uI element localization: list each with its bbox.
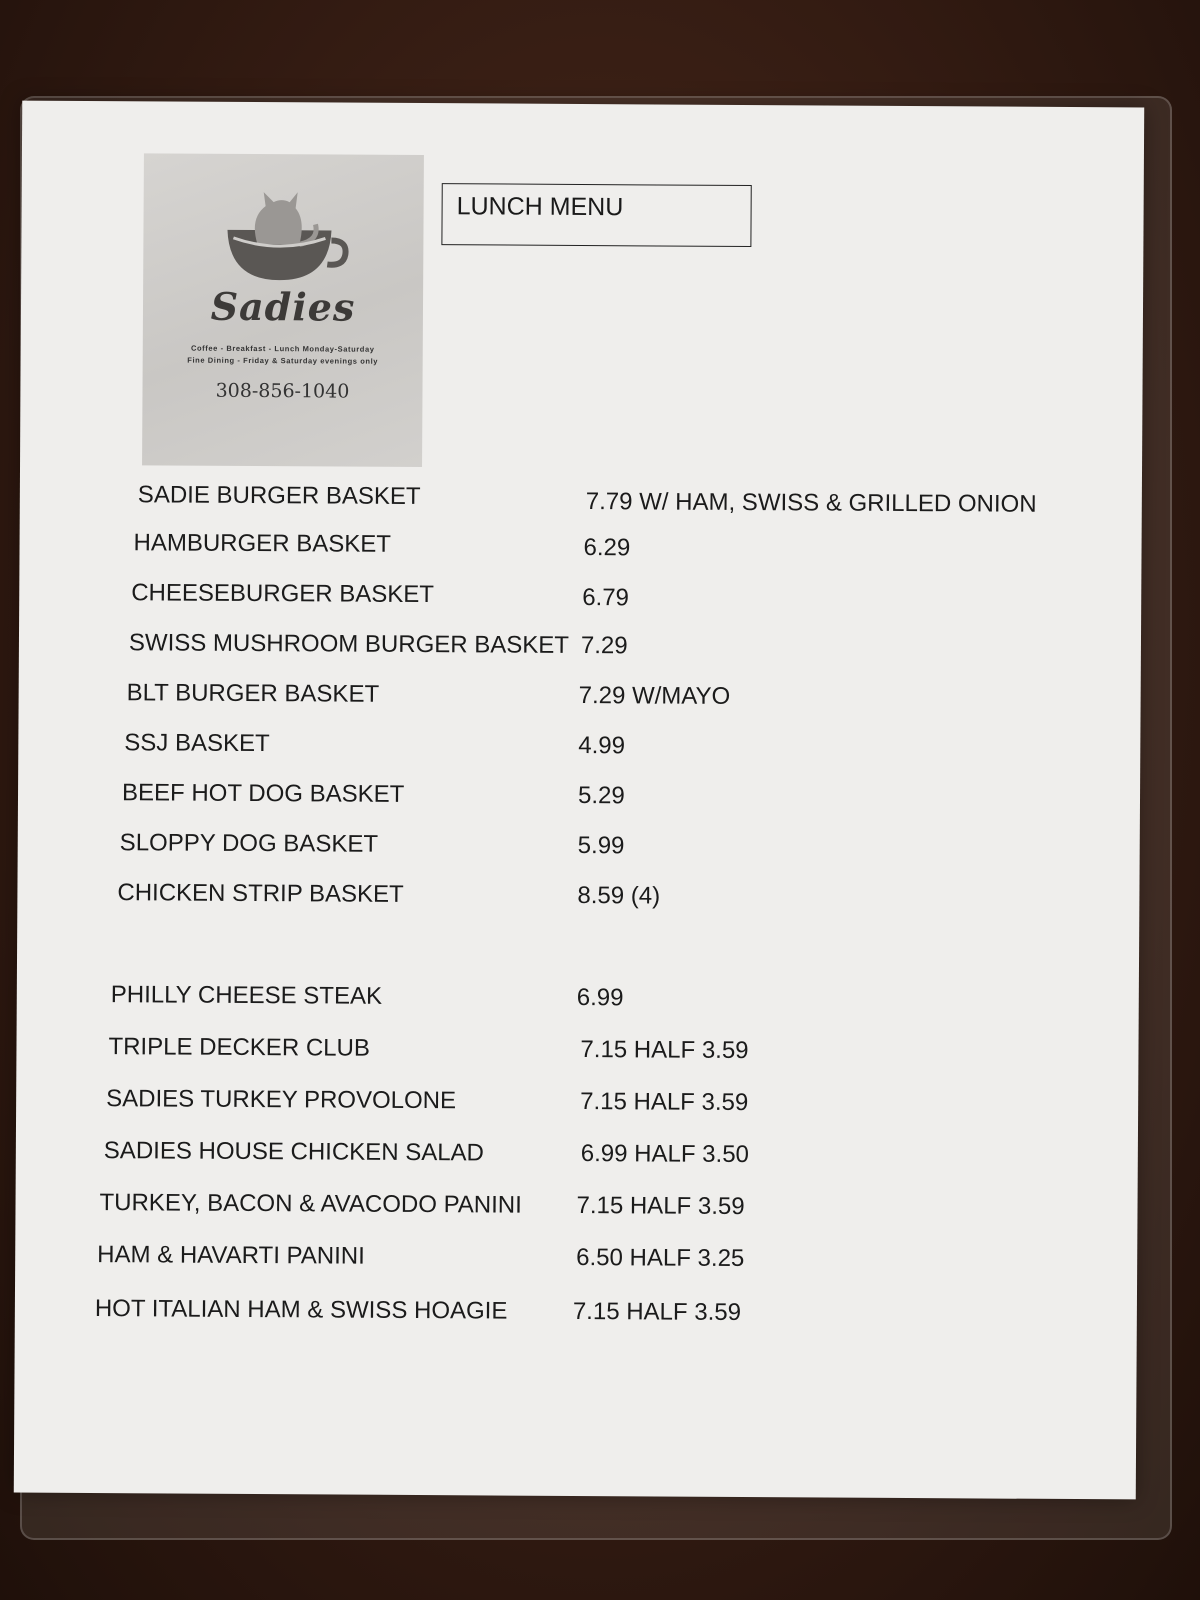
item-name: SSJ BASKET [124, 729, 270, 758]
item-price: 5.29 [577, 781, 625, 810]
logo-phone: 308-856-1040 [215, 379, 350, 403]
item-price: 4.99 [578, 731, 626, 760]
item-name: SADIES TURKEY PROVOLONE [106, 1085, 457, 1115]
item-price: 7.15 HALF 3.59 [576, 1191, 745, 1221]
item-price: 7.79 W/ HAM, SWISS & GRILLED ONION [585, 488, 1037, 518]
item-name: CHICKEN STRIP BASKET [117, 879, 404, 908]
menu-sheet [14, 101, 1144, 1500]
item-price: 7.15 HALF 3.59 [572, 1297, 742, 1326]
item-price: 6.79 [582, 584, 630, 612]
item-name: SWISS MUSHROOM BURGER BASKET [128, 629, 570, 659]
item-price: 6.29 [583, 534, 631, 562]
item-price: 7.15 HALF 3.59 [580, 1088, 749, 1117]
item-name: TRIPLE DECKER CLUB [108, 1033, 370, 1062]
item-name: SLOPPY DOG BASKET [119, 829, 379, 858]
item-name: SADIE BURGER BASKET [137, 481, 421, 511]
item-name: HAMBURGER BASKET [133, 529, 392, 558]
item-price: 5.99 [577, 831, 625, 860]
item-name: TURKEY, BACON & AVACODO PANINI [99, 1189, 522, 1219]
item-name: HAM & HAVARTI PANINI [97, 1241, 365, 1270]
item-price: 6.99 HALF 3.50 [580, 1140, 750, 1169]
item-name: PHILLY CHEESE STEAK [110, 981, 383, 1010]
logo-block [142, 153, 424, 467]
item-price: 6.50 HALF 3.25 [576, 1243, 745, 1273]
item-price: 6.99 [576, 983, 624, 1012]
item-price: 8.59 (4) [577, 881, 661, 910]
logo-name: Sadies [210, 283, 356, 330]
item-name: BEEF HOT DOG BASKET [121, 779, 405, 808]
logo-tagline-2: Fine Dining - Friday & Saturday evenings only [187, 355, 379, 366]
item-price: 7.15 HALF 3.59 [580, 1036, 749, 1065]
item-price: 7.29 [580, 632, 628, 660]
cat-cup-logo-icon [219, 184, 350, 285]
item-name: BLT BURGER BASKET [126, 679, 380, 708]
item-name: HOT ITALIAN HAM & SWISS HOAGIE [94, 1295, 508, 1325]
logo-tagline-1: Coffee - Breakfast - Lunch Monday-Saturday [190, 343, 375, 354]
item-name: CHEESEBURGER BASKET [131, 579, 435, 609]
item-price: 7.29 W/MAYO [578, 681, 731, 710]
menu-title: LUNCH MENU [441, 183, 751, 247]
item-name: SADIES HOUSE CHICKEN SALAD [103, 1137, 485, 1167]
